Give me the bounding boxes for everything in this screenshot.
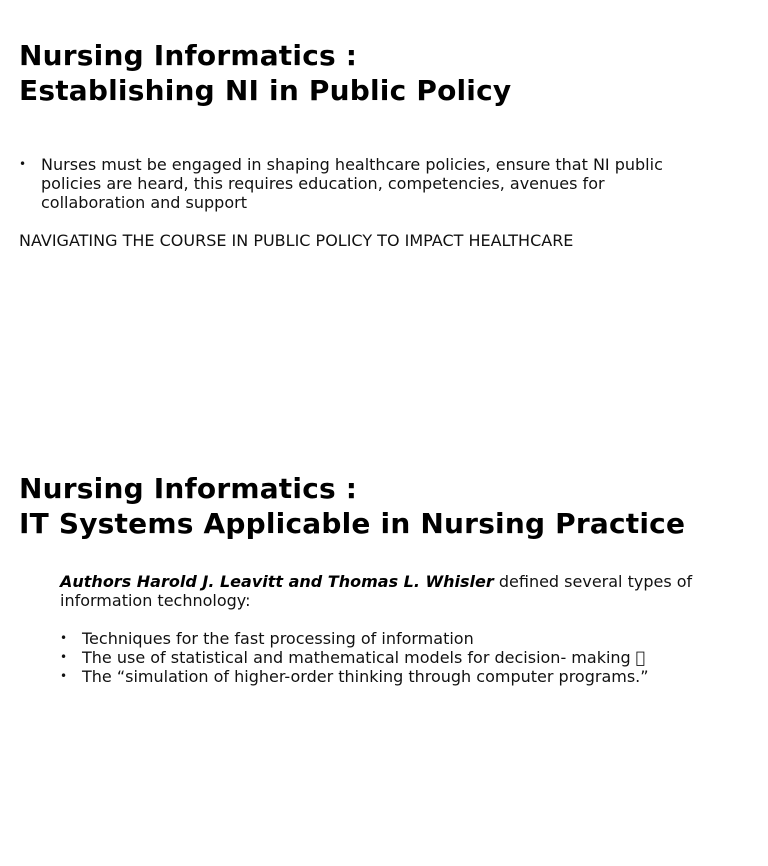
bullet-icon: • <box>60 631 68 645</box>
list-item-text: Techniques for the fast processing of information <box>82 629 474 648</box>
list-item <box>60 629 730 648</box>
intro-text: defined several types of information technology: <box>60 572 693 610</box>
list-item <box>19 155 679 212</box>
bullet-icon: • <box>60 650 68 664</box>
bullet-list <box>19 155 679 212</box>
slide-title <box>19 38 749 108</box>
bullet-icon: • <box>60 669 68 683</box>
slide-title-line-2: Establishing NI in Public Policy <box>19 74 512 107</box>
list-item-text: Nurses must be engaged in shaping healthcare policies, ensure that NI public policies are heard, this requires education, competencies, avenues for collaboration and support <box>41 155 663 212</box>
slide-body <box>60 572 730 686</box>
slide-title <box>19 471 749 541</box>
bullet-icon: • <box>19 157 27 171</box>
slide-title-line-2: IT Systems Applicable in Nursing Practice <box>19 507 686 540</box>
slide-subtitle: NAVIGATING THE COURSE IN PUBLIC POLICY TO IMPACT HEALTHCARE <box>19 231 574 250</box>
authors-text: Authors Harold J. Leavitt and Thomas L. Whisler <box>60 572 494 591</box>
slide-it-systems <box>19 471 749 686</box>
intro-paragraph <box>60 572 730 610</box>
list-item-text: The “simulation of higher-order thinking through computer programs.” <box>82 667 649 686</box>
list-item-text: The use of statistical and mathematical models for decision- making <box>82 648 631 667</box>
bullet-list <box>60 629 730 686</box>
slide-title-line-1: Nursing Informatics : <box>19 472 358 505</box>
slide-title-line-1: Nursing Informatics : <box>19 39 358 72</box>
slide-public-policy <box>19 38 749 250</box>
list-item <box>60 648 730 667</box>
list-item <box>60 667 730 686</box>
